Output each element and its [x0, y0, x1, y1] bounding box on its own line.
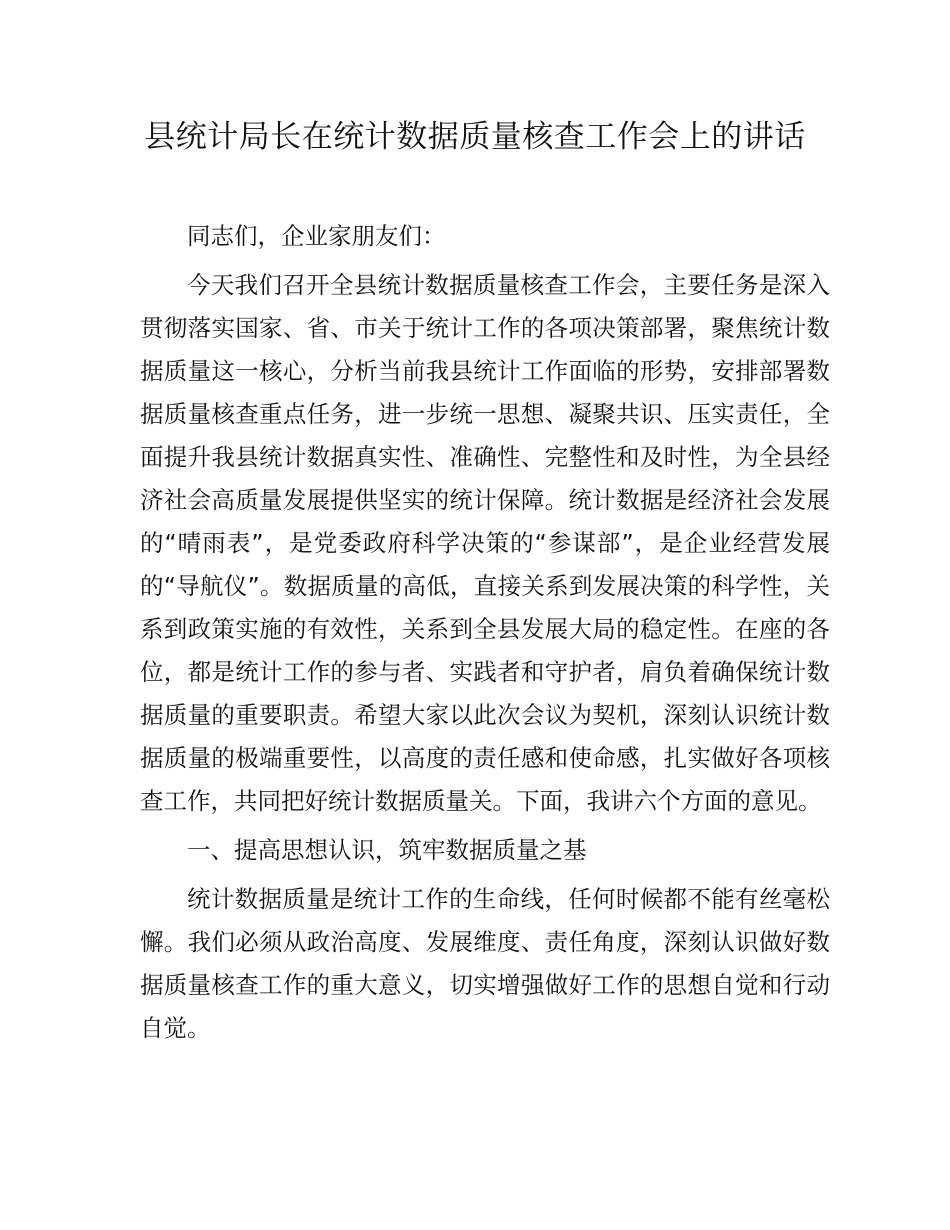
- body-paragraph: 今天我们召开全县统计数据质量核查工作会，主要任务是深入贯彻落实国家、省、市关于统计工作的各项决策部署，聚焦统计数据质量这一核心，分析当前我县统计工作面临的形势，安排部署数据质量核查重点任务，进一步统一思想、凝聚共识、压实责任，全面提升我县统计数据真实性、准确性、完整性和及时性，为全县经济社会高质量发展提供坚实的统计保障。统计数据是经济社会发展的“晴雨表”，是党委政府科学决策的“参谋部”，是企业经营发展的“导航仪”。数据质量的高低，直接关系到发展决策的科学性，关系到政策实施的有效性，关系到全县发展大局的稳定性。在座的各位，都是统计工作的参与者、实践者和守护者，肩负着确保统计数据质量的重要职责。希望大家以此次会议为契机，深刻认识统计数据质量的极端重要性，以高度的责任感和使命感，扎实做好各项核查工作，共同把好统计数据质量关。下面，我讲六个方面的意见。: [140, 271, 830, 815]
- section-paragraph: 统计数据质量是统计工作的生命线，任何时候都不能有丝毫松懈。我们必须从政治高度、发展维度、责任角度，深刻认识做好数据质量核查工作的重大意义，切实增强做好工作的思想自觉和行动自觉。: [140, 885, 830, 1042]
- document-title: 县统计局长在统计数据质量核查工作会上的讲话: [144, 119, 806, 155]
- greeting: 同志们，企业家朋友们：: [187, 222, 446, 250]
- section-heading: 一、提高思想认识，筑牢数据质量之基: [187, 836, 587, 864]
- document-body: [140, 215, 830, 1056]
